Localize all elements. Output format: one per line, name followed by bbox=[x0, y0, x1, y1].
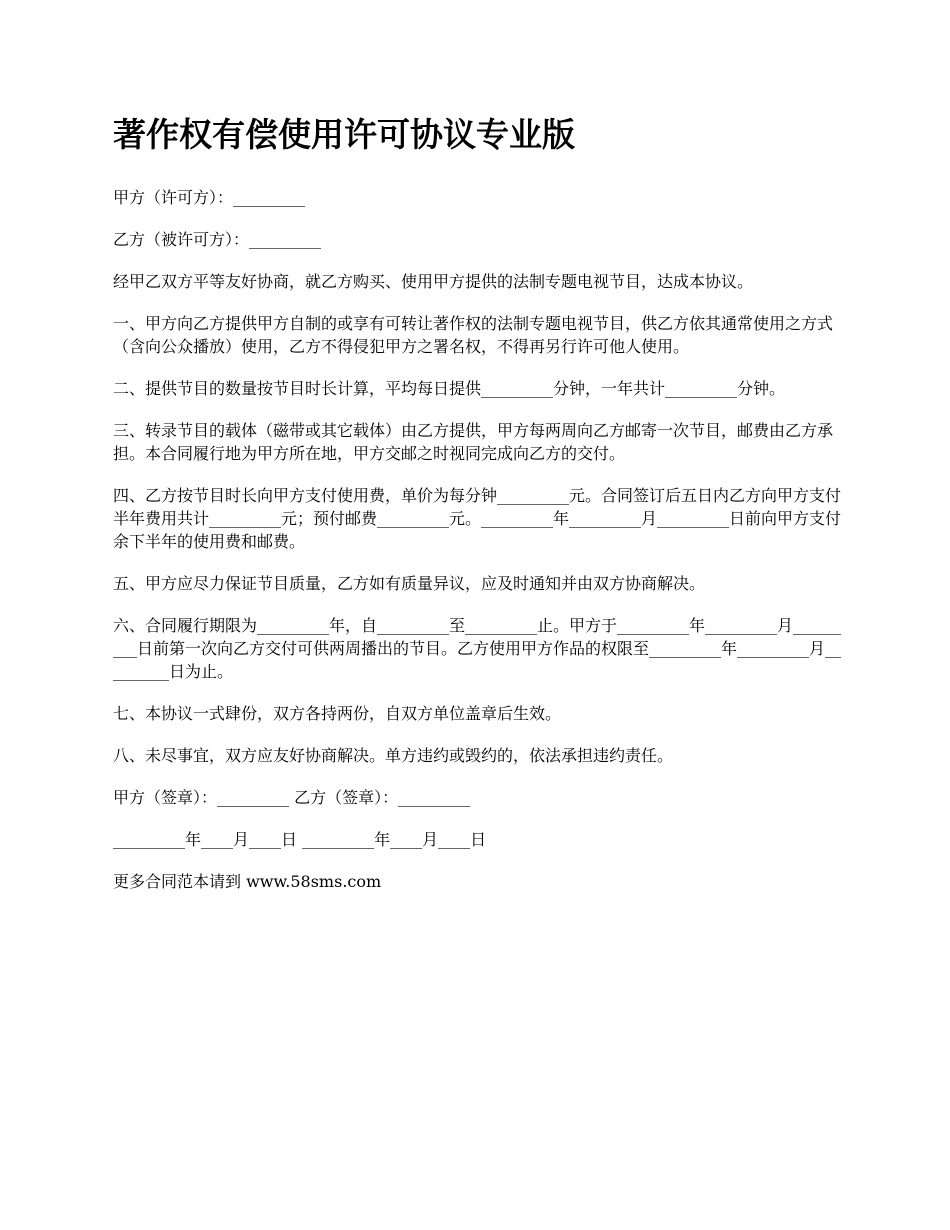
footer-link-text: 更多合同范本请到 www.58sms.com bbox=[113, 872, 382, 891]
clause-1: 一、甲方向乙方提供甲方自制的或享有可转让著作权的法制专题电视节目，供乙方依其通常使用之方式（含向公众播放）使用，乙方不得侵犯甲方之署名权，不得再另行许可他人使用。 bbox=[113, 314, 834, 356]
party-a-line: 甲方（许可方）：_________ bbox=[113, 188, 306, 207]
party-b-line: 乙方（被许可方）：_________ bbox=[113, 230, 322, 249]
contract-document bbox=[113, 110, 843, 912]
clause-2: 二、提供节目的数量按节目时长计算，平均每日提供_________分钟，一年共计_________分钟。 bbox=[113, 379, 786, 398]
clause-3: 三、转录节目的载体（磁带或其它载体）由乙方提供，甲方每两周向乙方邮寄一次节目，邮费由乙方承担。本合同履行地为甲方所在地，甲方交邮之时视同完成向乙方的交付。 bbox=[113, 421, 834, 463]
clause-5: 五、甲方应尽力保证节目质量，乙方如有质量异议，应及时通知并由双方协商解决。 bbox=[113, 574, 706, 593]
document-title: 著作权有偿使用许可协议专业版 bbox=[113, 115, 575, 154]
clause-7: 七、本协议一式肆份，双方各持两份，自双方单位盖章后生效。 bbox=[113, 704, 562, 723]
signature-line: 甲方（签章）：_________ 乙方（签章）：_________ bbox=[113, 788, 471, 807]
clause-6: 六、合同履行期限为_________年，自_________至_________止。甲方于_________年_________月_________日前第一次向乙方交付可供两周播出的节目。乙方使用甲方作品的权限至_________年_________月_________日为止。 bbox=[113, 616, 842, 681]
date-line: _________年____月____日 _________年____月____日 bbox=[113, 830, 487, 849]
preamble-paragraph: 经甲乙双方平等友好协商，就乙方购买、使用甲方提供的法制专题电视节目，达成本协议。 bbox=[113, 272, 754, 291]
clause-4: 四、乙方按节目时长向甲方支付使用费，单价为每分钟_________元。合同签订后五日内乙方向甲方支付半年费用共计_________元；预付邮费_________元。_________年_________月_________日前向甲方支付余下半年的使用费和邮费。 bbox=[113, 486, 842, 551]
clause-8: 八、未尽事宜，双方应友好协商解决。单方违约或毁约的，依法承担违约责任。 bbox=[113, 746, 674, 765]
